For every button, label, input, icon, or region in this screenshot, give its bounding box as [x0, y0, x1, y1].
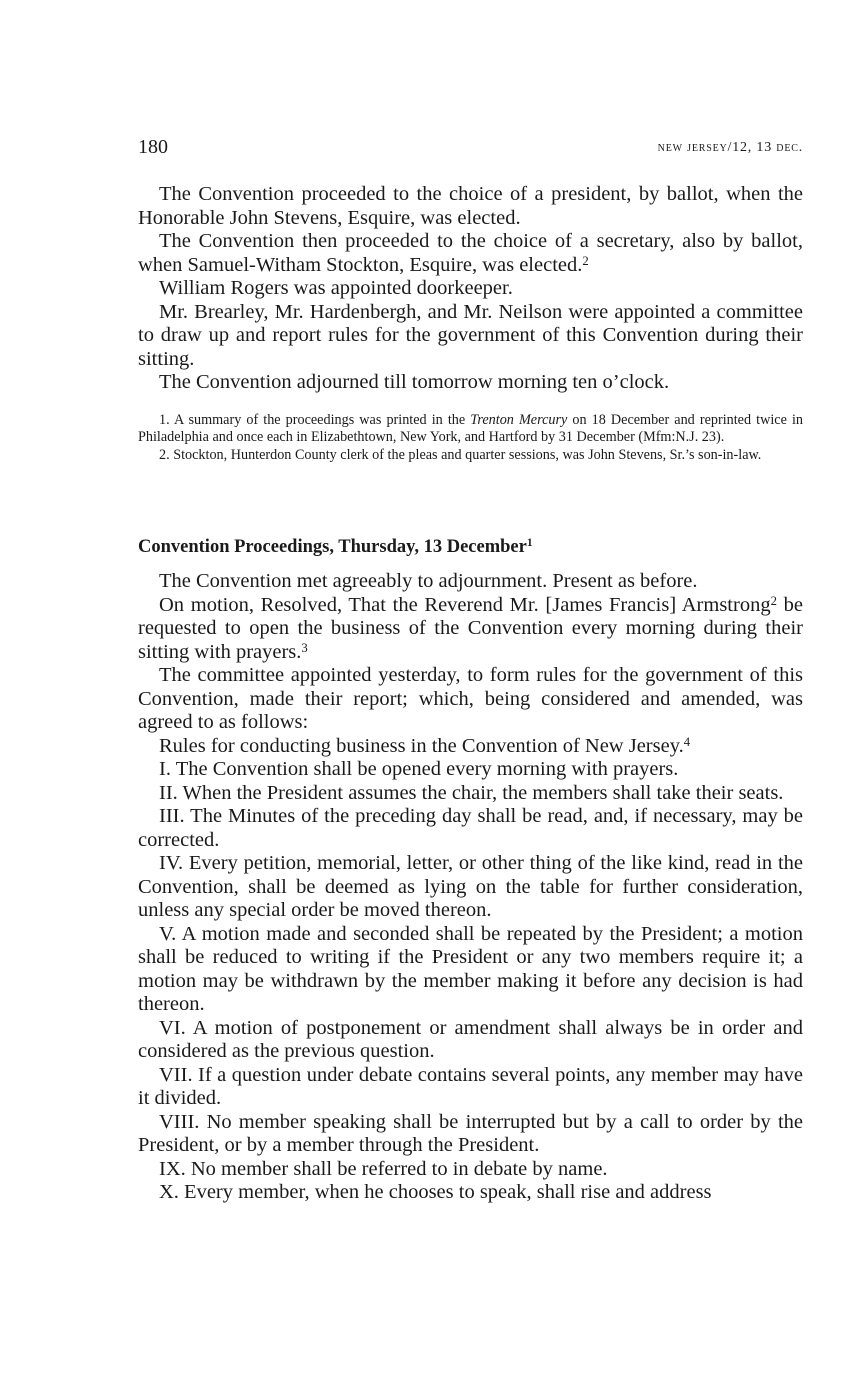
footnote-ref: 2 — [770, 593, 777, 608]
paragraph-adjourned: The Convention adjourned till tomorrow morning ten o’clock. — [159, 371, 670, 393]
footnote-ref: 3 — [301, 640, 308, 655]
rule-2: II. When the President assumes the chair, the members shall take their seats. — [159, 781, 784, 804]
proceedings-13-december — [138, 570, 803, 1205]
rule-9: IX. No member shall be referred to in debate by name. — [159, 1157, 608, 1180]
proceedings-12-december — [138, 183, 803, 395]
rule-1: I. The Convention shall be opened every morning with prayers. — [159, 758, 679, 780]
paragraph-doorkeeper: William Rogers was appointed doorkeeper. — [159, 277, 513, 299]
paragraph-rules-committee: Mr. Brearley, Mr. Hardenbergh, and Mr. Neilson were appointed a committee to draw up and report rules for the government of this Convention during their sitting. — [138, 300, 803, 370]
rule-10: X. Every member, when he chooses to speak, shall rise and address — [159, 1181, 712, 1203]
section-heading: Convention Proceedings, Thursday, 13 December$^1$ — [138, 537, 533, 557]
footnotes — [138, 412, 803, 464]
paragraph-committee-report: The committee appointed yesterday, to form rules for the government of this Convention, made their report; which, being considered and amended, was agreed to as follows: — [138, 664, 803, 733]
rule-5: V. A motion made and seconded shall be repeated by the President; a motion shall be reduced to writing if the President or any two members require it; a motion may be withdrawn by the member making it before any decision is had thereon. — [138, 922, 803, 1015]
footnote-ref: 2 — [582, 253, 589, 268]
rule-8: VIII. No member speaking shall be interrupted but by a call to order by the President, or by a member through the President. — [138, 1110, 803, 1156]
footnote-ref: 1 — [526, 537, 533, 549]
page-header — [138, 136, 803, 162]
page-number: 180 — [138, 136, 168, 158]
rule-6: VI. A motion of postponement or amendment shall always be in order and considered as the previous question. — [138, 1016, 803, 1062]
paragraph-prayers-motion: On motion, Resolved, That the Reverend Mr. [James Francis] Armstrong$^2$ be requested to open the business of the Convention every morning during their sitting with prayers.$^3$ — [138, 593, 803, 663]
footnote-ref: 4 — [683, 734, 691, 749]
running-head: new jersey/12, 13 dec. — [657, 140, 803, 155]
paragraph-rules-title: Rules for conducting business in the Convention of New Jersey.$^4$ — [159, 734, 691, 757]
paragraph-met: The Convention met agreeably to adjournment. Present as before. — [159, 570, 698, 592]
paragraph-secretary-elected: The Convention then proceeded to the choice of a secretary, also by ballot, when Samuel-Witham Stockton, Esquire, was elected.$^2$ — [138, 230, 803, 276]
footnote-2: 2. Stockton, Hunterdon County clerk of the pleas and quarter sessions, was John Stevens, Sr.’s son-in-law. — [159, 446, 762, 463]
footnote-1: 1. A summary of the proceedings was printed in the Trenton Mercury on 18 December and reprinted twice in Philadelphia and once each in Elizabethtown, New York, and Hartford by 31 December (Mfm:N.J. 23). — [138, 412, 803, 446]
rule-4: IV. Every petition, memorial, letter, or other thing of the like kind, read in the Convention, shall be deemed as lying on the table for further consideration, unless any special order be moved thereon. — [138, 852, 803, 921]
rule-7: VII. If a question under debate contains several points, any member may have it divided. — [138, 1063, 803, 1109]
paragraph-president-elected: The Convention proceeded to the choice of a president, by ballot, when the Honorable John Stevens, Esquire, was elected. — [138, 183, 803, 229]
rule-3: III. The Minutes of the preceding day shall be read, and, if necessary, may be corrected. — [138, 805, 803, 851]
